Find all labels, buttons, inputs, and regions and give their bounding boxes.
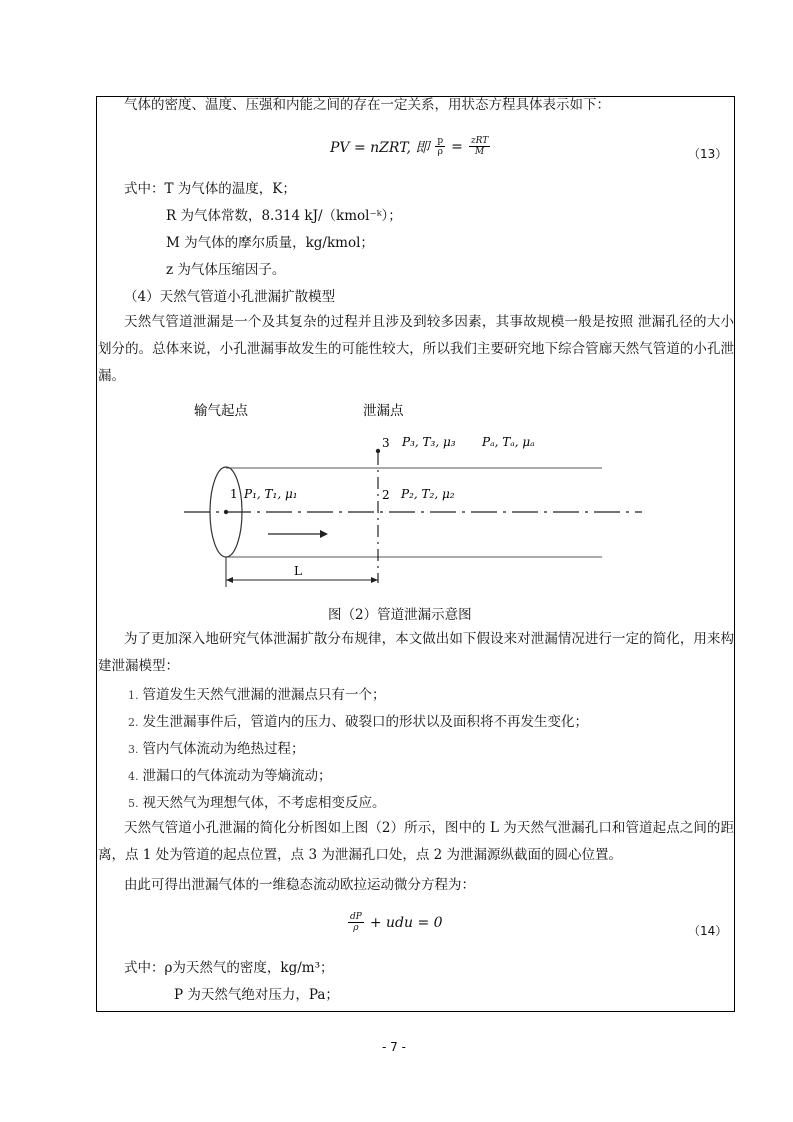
eq13-frac2-den: M (474, 147, 485, 157)
assumption-text: 发生泄漏事件后，管道内的压力、破裂口的形状以及面积将不再发生变化； (142, 714, 588, 730)
page-number: - 7 - (382, 1040, 406, 1054)
eq13-fraction-1 (435, 136, 445, 157)
assumption-item (128, 740, 305, 759)
assumption-marker: 5. (128, 797, 139, 810)
assumption-text: 泄漏口的气体流动为等熵流动； (142, 768, 332, 784)
equation-13 (330, 136, 492, 157)
equation-13-number: （13） (688, 147, 728, 161)
equation-14-number: （14） (688, 924, 728, 938)
ambient-state-label: Pₐ, Tₐ, μₐ (482, 435, 535, 449)
assumption-marker: 3. (128, 743, 139, 756)
eq14-frac-den: ρ (353, 923, 359, 933)
equation-14 (346, 912, 443, 933)
eq14-rest: + udu = 0 (369, 914, 443, 931)
eq13-frac1-den: ρ (437, 147, 443, 157)
definition-line: 式中：ρ为天然气的密度，kg/m³； (124, 960, 334, 976)
pipe-leak-diagram (170, 395, 650, 595)
assumption-item (128, 686, 386, 705)
assumption-text: 视天然气为理想气体，不考虑相变反应。 (142, 795, 386, 811)
definition-line: 式中：T 为气体的温度，K； (124, 181, 296, 197)
dimension-length-label: L (294, 564, 302, 578)
point-3-label: 3 (382, 436, 390, 450)
eq13-fraction-2 (469, 136, 490, 157)
paragraph-leak-intro: 天然气管道泄漏是一个及其复杂的过程并且涉及到较多因素，其事故规模一般是按照 泄漏孔径的大小划分的。总体来说，小孔泄漏事故发生的可能性较大，所以我们主要研究地下综合管廊天然气管道的小孔泄漏。 (98, 314, 734, 384)
flow-arrow-head (320, 530, 328, 538)
dimension-arrow-left (226, 577, 233, 583)
leak-hole-dot (376, 449, 380, 453)
paragraph-assumptions-intro: 为了更加深入地研究气体泄漏扩散分布规律，本文做出如下假设来对泄漏情况进行一定的简化，用来构建泄漏模型： (98, 631, 734, 674)
eq13-frac2-num: zRT (470, 136, 489, 146)
state-3-label: P₃, T₃, μ₃ (402, 435, 456, 449)
eq13-equals: = (451, 138, 463, 155)
dimension-arrow-right (371, 577, 378, 583)
definition-line: P 为天然气绝对压力，Pa； (174, 987, 339, 1003)
paragraph-euler-intro: 由此可得出泄漏气体的一维稳态流动欧拉运动微分方程为： (124, 877, 475, 893)
eq13-lhs: PV = nZRT, 即 (330, 139, 430, 156)
assumption-text: 管内气体流动为绝热过程； (142, 741, 305, 757)
eq14-fraction (348, 912, 364, 933)
eq13-frac1-num: p (437, 136, 444, 146)
label-leak-point: 泄漏点 (363, 403, 404, 419)
state-2-label: P₂, T₂, μ₂ (401, 487, 455, 501)
paragraph-figure-explanation: 天然气管道小孔泄漏的简化分析图如上图（2）所示，图中的 L 为天然气泄漏孔口和管道起点之间的距离，点 1 处为管道的起点位置，点 3 为泄漏孔口处，点 2 为泄漏源纵截面的圆心位置。 (98, 820, 734, 863)
figure-caption: 图（2）管道泄漏示意图 (328, 607, 472, 623)
eq14-frac-num: dP (350, 912, 362, 922)
paragraph-intro: 气体的密度、温度、压强和内能之间的存在一定关系，用状态方程具体表示如下： (124, 97, 610, 113)
point-2-label: 2 (382, 488, 390, 502)
assumption-marker: 1. (128, 689, 139, 702)
assumption-item (128, 713, 588, 732)
assumption-item (128, 767, 332, 786)
point-1-label: 1 (230, 487, 238, 501)
inlet-center-dot (224, 510, 228, 514)
assumption-marker: 4. (128, 770, 139, 783)
assumption-item (128, 794, 386, 813)
assumption-marker: 2. (128, 716, 139, 729)
definition-line: M 为气体的摩尔质量，kg/kmol； (166, 235, 374, 251)
definition-line: z 为气体压缩因子。 (166, 262, 286, 278)
section-heading: （4）天然气管道小孔泄漏扩散模型 (124, 289, 336, 305)
assumption-text: 管道发生天然气泄漏的泄漏点只有一个； (142, 687, 386, 703)
state-1-label: P₁, T₁, μ₁ (244, 487, 298, 501)
label-start-point: 输气起点 (194, 403, 248, 419)
definition-line: R 为气体常数，8.314 kJ/（kmol⁻ᵏ）； (166, 208, 402, 224)
